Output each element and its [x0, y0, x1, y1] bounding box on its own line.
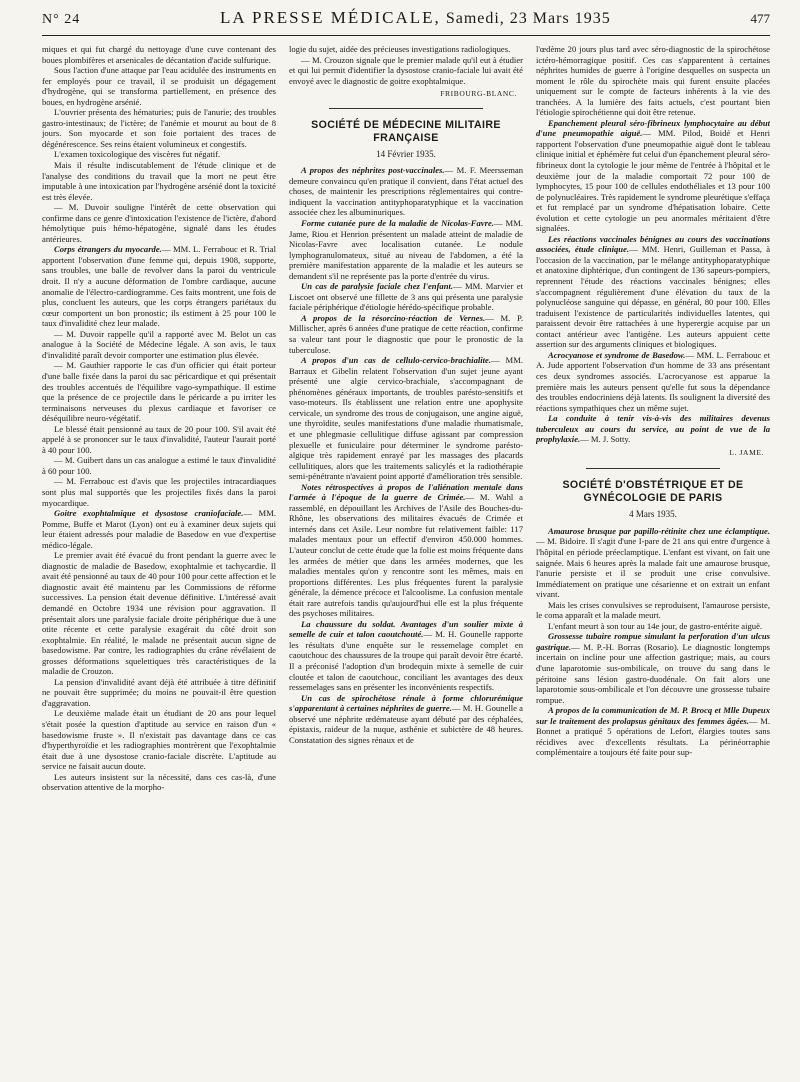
page-header — [42, 8, 770, 36]
article-body: — MM. Pomme, Buffe et Marot (Lyon) ont eu à examiner deux sujets qui leur étaient adressés pour maladie de Basedow en vue d'expertise médico-légale. — [42, 508, 276, 550]
article-body: — M. P. Millischer, après 6 années d'une pratique de cette réaction, confirme sa valeur tant pour le diagnostic que pour le pronostic de la tuberculose. — [289, 312, 523, 355]
article-title: A propos de la communication de M. P. Brocq et Mlle Dupeux sur le traitement des prolapsus génitaux des femmes âgées. — [536, 705, 770, 726]
paragraph: L'ouvrier présenta des hématuries; puis de l'anurie; des troubles gastro-intestinaux; de l'ictère; de l'anémie et mourut au bout de 8 jours. Son myocarde et son foie portaient des traces de dégénérescence. Ses reins étaient volumineux et congestifs. — [42, 107, 276, 149]
column-1 — [42, 44, 276, 1069]
paragraph: Le blessé était pensionné au taux de 20 pour 100. S'il avait été appelé à se prononcer sur le taux d'invalidité, l'auteur l'aurait porté à 40 pour 100. — [42, 423, 276, 455]
paragraph: Le deuxième malade était un étudiant de 20 ans pour lequel s'était posée la question d'aptitude au service en raison d'un « basedowisme fruste ». Il n'existait pas davantage dans ce cas d'hyperthyroïdie et les radiographies montrèrent que l'exophtalmie était due à une dysostose cranio-faciale discrète. L'aptitude au service ne faisait aucun doute. — [42, 708, 276, 772]
paragraph: Sous l'action d'une attaque par l'eau acidulée des instruments en fer employés pour ce travail, il se produisit un dégagement d'hydrogène, qui se transforma partiellement, en présence des boues, en hydrogène arsénié. — [42, 65, 276, 107]
paragraph: Les auteurs insistent sur la nécessité, dans ces cas-là, d'une observation attentive de la morpho- — [42, 771, 276, 793]
column-2 — [289, 44, 523, 1069]
author-signature: FRIBOURG-BLANC. — [440, 89, 517, 99]
article — [42, 244, 276, 328]
article-title: Acrocyanose et syndrome de Basedow. — [548, 349, 686, 360]
article — [289, 355, 523, 482]
paragraph: La pension d'invalidité avant déjà été attribuée à titre définitif ne pouvait être supprimée; du moins ne pouvait-il être question d'aggravation. — [42, 676, 276, 708]
article — [536, 234, 770, 350]
article-title: Notes rétrospectives à propos de l'aliénation mentale dans l'armée à l'époque de la guerre de Crimée. — [289, 481, 523, 503]
article-title: La chaussure du soldat. Avantages d'un soulier mixte à semelle de cuir et talon caoutchouté. — [289, 618, 523, 640]
paragraph: — M. Guibert dans un cas analogue a estimé le taux d'invalidité à 60 pour 100. — [42, 455, 276, 476]
article-body: — MM. Marvier et Liscoet ont observé une fillette de 3 ans qui présenta une paralysie faciale périphérique d'étiologie hérédo-spécifique probable. — [289, 281, 523, 313]
article — [536, 350, 770, 413]
article — [289, 165, 523, 218]
article-title: Forme cutanée pure de la maladie de Nicolas-Favre. — [301, 218, 494, 229]
journal-title: LA PRESSE MÉDICALE, — [220, 8, 441, 27]
article-body: — M. J. Sotty. — [580, 434, 631, 445]
article-body: — M. F. Meersseman demeure convaincu qu'en pratique il convient, dans l'état actuel des choses, de maintenir les prescriptions réglementaires qui contre-indiquent la vaccination antityphoparatyphique et la vaccination associée chez les albuminuriques. — [289, 165, 523, 218]
paragraph: — M. Duvoir rappelle qu'il a rapporté avec M. Belot un cas analogue à la Société de Médecine légale. A son avis, le taux d'invalidité paraît devoir comporter une estimation plus élevée. — [42, 328, 276, 360]
article-body: — M. Bidoire. Il s'agit d'une I-pare de 21 ans qui entre d'urgence à l'hôpital en période préeclamptique. L'enfant est vivant, on fait une saignée. Mais 6 heures après la malade fait une amaurose brusque, l'anurie persiste et il se produit une crise convulsive. Immédiatement on pratique une césarienne et on extrait un enfant vivant. — [536, 536, 770, 600]
paragraph: miques et qui fut chargé du nettoyage d'une cuve contenant des boues plombifères et arsenicales de décantation d'acide sulfurique. — [42, 44, 276, 65]
section-divider — [586, 468, 720, 469]
author-signature: L. JAME. — [729, 447, 764, 457]
issue-date: Samedi, 23 Mars 1935 — [445, 10, 611, 27]
article — [536, 705, 770, 758]
article — [289, 281, 523, 313]
article — [536, 413, 770, 445]
article — [42, 508, 276, 550]
article-body: — M. Bonnet a pratiqué 5 opérations de Lefort, élargies toutes sans récidives avec d'excellents résultats. La périnéorraphie complémentaire a toujours été faite pour sup- — [536, 715, 770, 758]
article-body: — MM. L. Ferrabouc et R. Trial apportent l'observation d'une femme qui, depuis 1908, supporte, sans troubles, une balle de revolver dans la paroi du ventricule droit. Il n'y a aucune déformation de l'ombre cardiaque, aucune anomalie de l'électro-cardiogramme. Ces faits montrent, une fois de plus, concluent les auteurs, que les corps étrangers pariétaux du cœur comportent un bon pronostic; ils estiment à 25 pour 100 le taux d'invalidité chez leur malade. — [42, 244, 276, 329]
article-title: Un cas de paralysie faciale chez l'enfant. — [301, 281, 454, 292]
article-body: — MM. L. Ferrabouc et A. Jude apportent l'observation d'un homme de 33 ans présentant ces deux syndromes associés. L'acrocyanose est apparue la première mais les auteurs pensent qu'elle fut sous la dépendance des troubles endocriniens déjà latents. Ils soulignent la diversité des réactions sympathiques chez un même sujet. — [536, 349, 770, 413]
article — [289, 218, 523, 281]
article-body: — M. H. Gounelle a observé une néphrite œdémateuse ayant débuté par des céphalées, épistaxis, raideur de la nuque, asthénie et subictère de 48 heures. Constatation des signes rénaux et de — [289, 703, 523, 745]
article-body: — M. P.-H. Borras (Rosario). Le diagnostic longtemps incertain on incline pour une affection gastrique; mais, au cours d'une laparotomie sus-ombilicale, on trouve du sang dans le péritoine sans lésion gastro-duodénale. On fait alors une laparotomie sous-ombilicale et l'on découvre une grossesse tubaire rompue. — [536, 641, 770, 705]
article-title: Corps étrangers du myocarde. — [54, 244, 162, 255]
paragraph: l'œdème 20 jours plus tard avec séro-diagnostic de la spirochétose ictéro-hémorragique positif. Ces cas s'apparentent à certaines néphrites humides de guerre à l'origine desquelles on suspecta un moment le rôle du spirochète mais qui furent ensuite placées uniquement sur le compte de facteurs inhérents à la vie des tranchées. A la lumière des faits actuels, c'est pourtant bien l'étiologie spirochétienne qui doit être retenue. — [536, 44, 770, 118]
paragraph: — M. Crouzon signale que le premier malade qu'il eut à étudier et qui lui permit d'identifier la dysostose cranio-faciale lui avait été envoyé avec le diagnostic de goitre exophtalmique. — [289, 54, 523, 86]
page-number: 477 — [750, 11, 770, 26]
article-body: — MM. Henri, Guilleman et Passa, à l'occasion de la vaccination, par le mélange antityphoparatyphique et anatoxine diphtérique, d'un contingent de 136 sapeurs-pompiers, reprennent l'étude des réactions vaccinales bénignes; elles s'accompagnent régulièrement d'une élévation du taux de la polynucléose sanguine qui dépasse, en général, 80 pour 100. Elles traduisent l'existence de particularités individuelles latentes, qui paraissent devoir être rattachées à une hyperergie acquise par un contact antérieur avec l'antigène. Les auteurs appuient cette assertion sur des arguments cliniques et biologiques. — [536, 244, 770, 350]
article-body: — MM. Jame, Riou et Henrion présentent un malade atteint de maladie de Nicolas-Favre avec localisation cutanée. Le nodule lymphogranulomateux, situé au niveau de l'abdomen, a été la première manifestation apparente de la maladie et les auteurs se demandent s'il ne représente pas la porte d'entrée du virus. — [289, 218, 523, 281]
article — [536, 631, 770, 705]
section-divider — [329, 108, 483, 109]
paragraph: logie du sujet, aidée des précieuses investigations radiologiques. — [289, 44, 511, 54]
paragraph: Le premier avait été évacué du front pendant la guerre avec le diagnostic de maladie de Basedow, exophtalmie et tachycardie. Il avait été pensionné au taux de 40 pour 100 pour cette affection et le diagnostic avait été maintenu par les Commissions de réforme successives. La pension était devenue définitive. L'intéressé avait demandé en Octobre 1934 une révision pour aggravation. Il présentait alors une paralysie faciale droite périphérique due à une otite récente et cette paralysie exagérait du côté droit son exophtalmie. En réalité, le malade ne présentait aucun signe de basedowisme. Par contre, les radiographies du crâne révélaient de grosses déformations squelettiques très caractéristiques de la maladie de Crouzon. — [42, 550, 276, 677]
article-title: Grossesse tubaire rompue simulant la perforation d'un ulcus gastrique. — [536, 631, 770, 652]
article-body: — M. H. Gounelle rapporte les résultats d'une enquête sur le ressemelage complet en caoutchouc des chaussures de la troupe qui paraît devoir être écarté. Il a préconisé l'adoption d'un brodequin mixte à semelle de cuir cloutée et talon de caoutchouc, conciliant les avantages des deux ressemelages sans en présenter les inconvénients respectifs. — [289, 629, 523, 693]
paragraph: Mais il résulte indiscutablement de l'étude clinique et de l'analyse des conditions du travail que la mort ne peut être imputable à une intoxication par l'hydrogène arsénié dont la toxicité est très élevée. — [42, 160, 276, 202]
text-columns — [42, 44, 770, 1069]
article — [289, 482, 523, 619]
session-date: 14 Février 1935. — [376, 148, 436, 159]
article-title: A propos des néphrites post-vaccinales. — [301, 165, 445, 176]
paragraph: L'examen toxicologique des viscères fut négatif. — [54, 149, 221, 160]
article — [536, 118, 770, 234]
article-title: Amaurose brusque par papillo-rétinite chez une éclamptique. — [548, 525, 770, 536]
paragraph: — M. Ferrabouc est d'avis que les projectiles intracardiaques sont plus mal supportés que les projectiles fixés dans la paroi myocardique. — [42, 476, 276, 508]
article-body: — MM. Barraux et Gibelin relatent l'observation d'un sujet jeune ayant présenté une algie cervico-brachiale, s'accompagnant de phénomènes généraux importants, de troubles parésto-sensitifs et vaso-moteurs. Ils établissent une relation entre une apophysite cervicale, un syndrome des trous de conjugaison, une angine aiguë, une thyroïdite, seules manifestations d'une maladie rhumatismale, et une phlegmasie cellulitique diffuse agissant par compression plexuelle et funiculaire pour déterminer le syndrome parésto-algique très rapidement enrayé par les massages des placards cellulitiques, alors que les traitements salicylés et la radiothérapie semi-pénétrante n'avaient point apporté d'amélioration très sensible. — [289, 355, 523, 482]
article-title: A propos de la résorcino-réaction de Vernes. — [301, 312, 486, 323]
article-title: Un cas de spirochétose rénale à forme chlorurémique s'apparentant à certaines néphrites de guerre. — [289, 692, 523, 714]
article-body: — M. Wahl a rassemblé, en dépouillant les Archives de l'Asile des Bouches-du-Rhône, les observations des militaires évacués de Crimée et internés dans cet Asile. Leur nombre fut relativement faible: 117 malades mentaux pour un effectif d'environ 450.000 hommes. L'auteur conclut de cette étude que la folie est moins fréquente dans les armées de métier que dans les armées modernes, que les maladies mentales qu'on y rencontre sont les mêmes, mais en proportions différentes. Les plus fréquentes furent la paralysie générale, la démence précoce et l'alcoolisme. La confusion mentale était rare autrefois tandis qu'aujourd'hui elle est la plus fréquente des psychoses militaires. — [289, 492, 523, 619]
paragraph: — M. Duvoir souligne l'intérêt de cette observation qui confirme dans ce genre d'intoxication l'existence de l'ictère, d'abord hémolytique puis hémo-hépatogène, signalé dans les études antérieures. — [42, 202, 276, 244]
article-body: — MM. Pilod, Boidé et Henri rapportent l'observation d'une pneumopathie aiguë dont le tableau clinique initial et éphémère fut celui d'un épanchement pleural séro-fibrineux dont la cytologie le jour même de l'entrée à l'hôpital et le deuxième jour de la maladie comportait 72 pour 100 de lymphocytes, 15 pour 100 de cellules endothéliales et 13 pour 100 de polynucléaires. Très rapidement le syndrome pleurétique s'effaça et fut remplacé par un syndrome d'hépatisation lobaire. Cette évolution et cette cytologie un peu anormales méritaient d'être signalées. — [536, 128, 770, 234]
session-date: 4 Mars 1935. — [629, 509, 677, 520]
issue-number: N° 24 — [42, 12, 81, 27]
article-title: Les réactions vaccinales bénignes au cours des vaccinations associées, étude clinique. — [536, 233, 770, 255]
paragraph: — M. Gauthier rapporte le cas d'un officier qui était porteur d'une balle fixée dans la paroi du sac péricardique et qui présentait des troubles accentués de l'équilibre vago-sympathique. Il estime que la présence de ce projectile dans le péricarde a pu irriter les terminaisons nerveuses du plexus cardiaque et favoriser ce déséquilibre neuro-végétatif. — [42, 360, 276, 424]
article — [536, 526, 770, 600]
article-title: Goitre exophtalmique et dysostose craniofaciale. — [54, 508, 244, 519]
article-title: Epanchement pleural séro-fibrineux lymphocytaire au début d'une pneumopathie aiguë. — [536, 117, 770, 139]
article — [289, 619, 523, 693]
article-title: La conduite à tenir vis-à-vis des militaires devenus tuberculeux au cours du service, au point de vue de la prophylaxie. — [536, 413, 770, 445]
paragraph: Mais les crises convulsives se reproduisent, l'amaurose persiste, le coma apparaît et la malade meurt. — [536, 599, 770, 621]
society-heading: SOCIÉTÉ D'OBSTÉTRIQUE ET DE GYNÉCOLOGIE DE PARIS — [562, 479, 744, 505]
article — [289, 313, 523, 355]
article-title: A propos d'un cas de cellulo-cervico-brachialite. — [301, 355, 491, 366]
paragraph: L'enfant meurt à son tour au 14e jour, de gastro-entérite aiguë. — [548, 620, 763, 631]
society-heading: SOCIÉTÉ DE MÉDECINE MILITAIRE FRANÇAISE — [311, 118, 501, 144]
article — [289, 693, 523, 746]
masthead — [220, 8, 611, 28]
column-3 — [536, 44, 770, 1069]
